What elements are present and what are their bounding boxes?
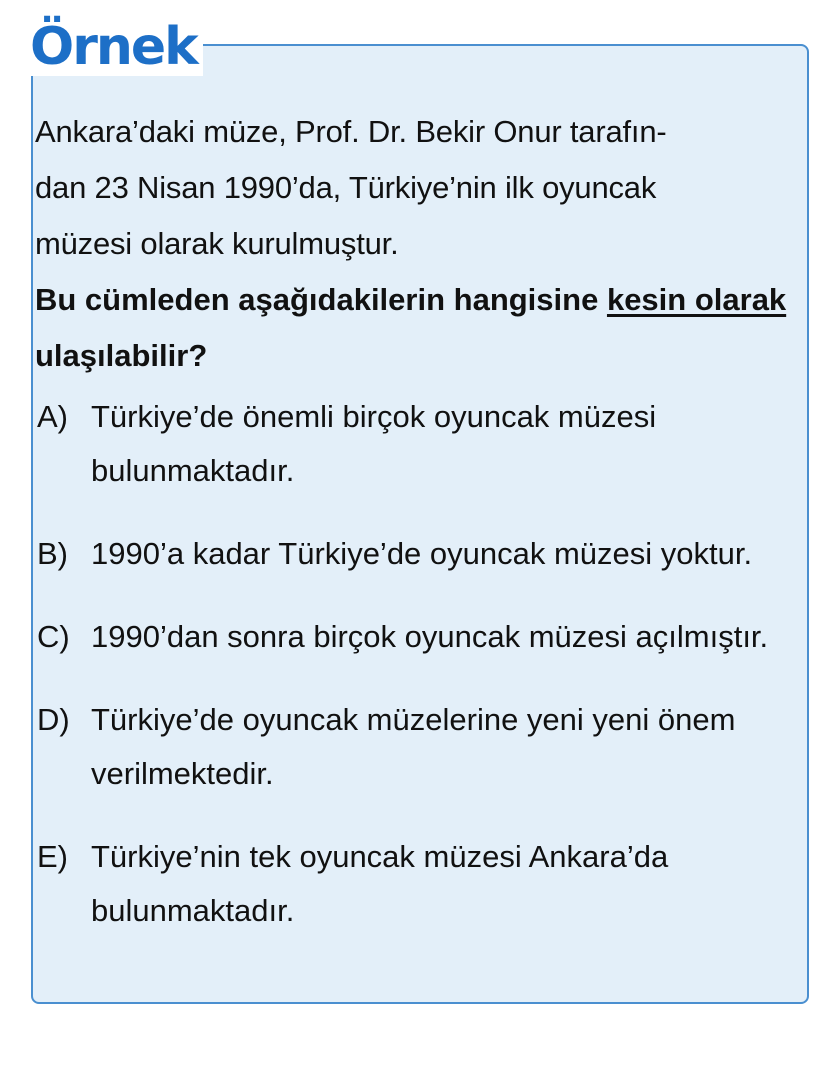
- option-letter: E): [37, 839, 68, 874]
- option-letter: C): [37, 619, 70, 654]
- option-a[interactable]: [35, 390, 805, 498]
- question-stem: Ankara’daki müze, Prof. Dr. Bekir Onur tarafın- dan 23 Nisan 1990’da, Türkiye’nin ilk oyuncak müzesi olarak kurulmuştur.: [35, 114, 667, 261]
- option-letter: D): [37, 702, 70, 737]
- question-emphasis: kesin olarak: [606, 282, 787, 317]
- option-text: Türkiye’nin tek oyuncak müzesi Ankara’da bulunmaktadır.: [91, 839, 669, 928]
- question-content: [35, 104, 805, 967]
- example-title: Örnek: [30, 18, 203, 76]
- option-letter: A): [37, 399, 68, 434]
- option-b[interactable]: [35, 527, 805, 581]
- option-text: Türkiye’de önemli birçok oyuncak müzesi bulunmaktadır.: [91, 399, 657, 488]
- option-text: 1990’dan sonra birçok oyuncak müzesi açılmıştır.: [91, 619, 769, 654]
- question-prompt-start: Bu cümleden aşağıdakilerin hangisine: [35, 282, 607, 317]
- option-text: 1990’a kadar Türkiye’de oyuncak müzesi yoktur.: [91, 536, 753, 571]
- option-c[interactable]: [35, 610, 805, 664]
- option-e[interactable]: [35, 830, 805, 938]
- option-letter: B): [37, 536, 68, 571]
- option-text: Türkiye’de oyuncak müzelerine yeni yeni önem verilmektedir.: [91, 702, 736, 791]
- answer-options: [35, 390, 805, 938]
- option-d[interactable]: [35, 693, 805, 801]
- question-prompt: [35, 272, 805, 384]
- question-prompt-end: ulaşılabilir?: [35, 338, 208, 373]
